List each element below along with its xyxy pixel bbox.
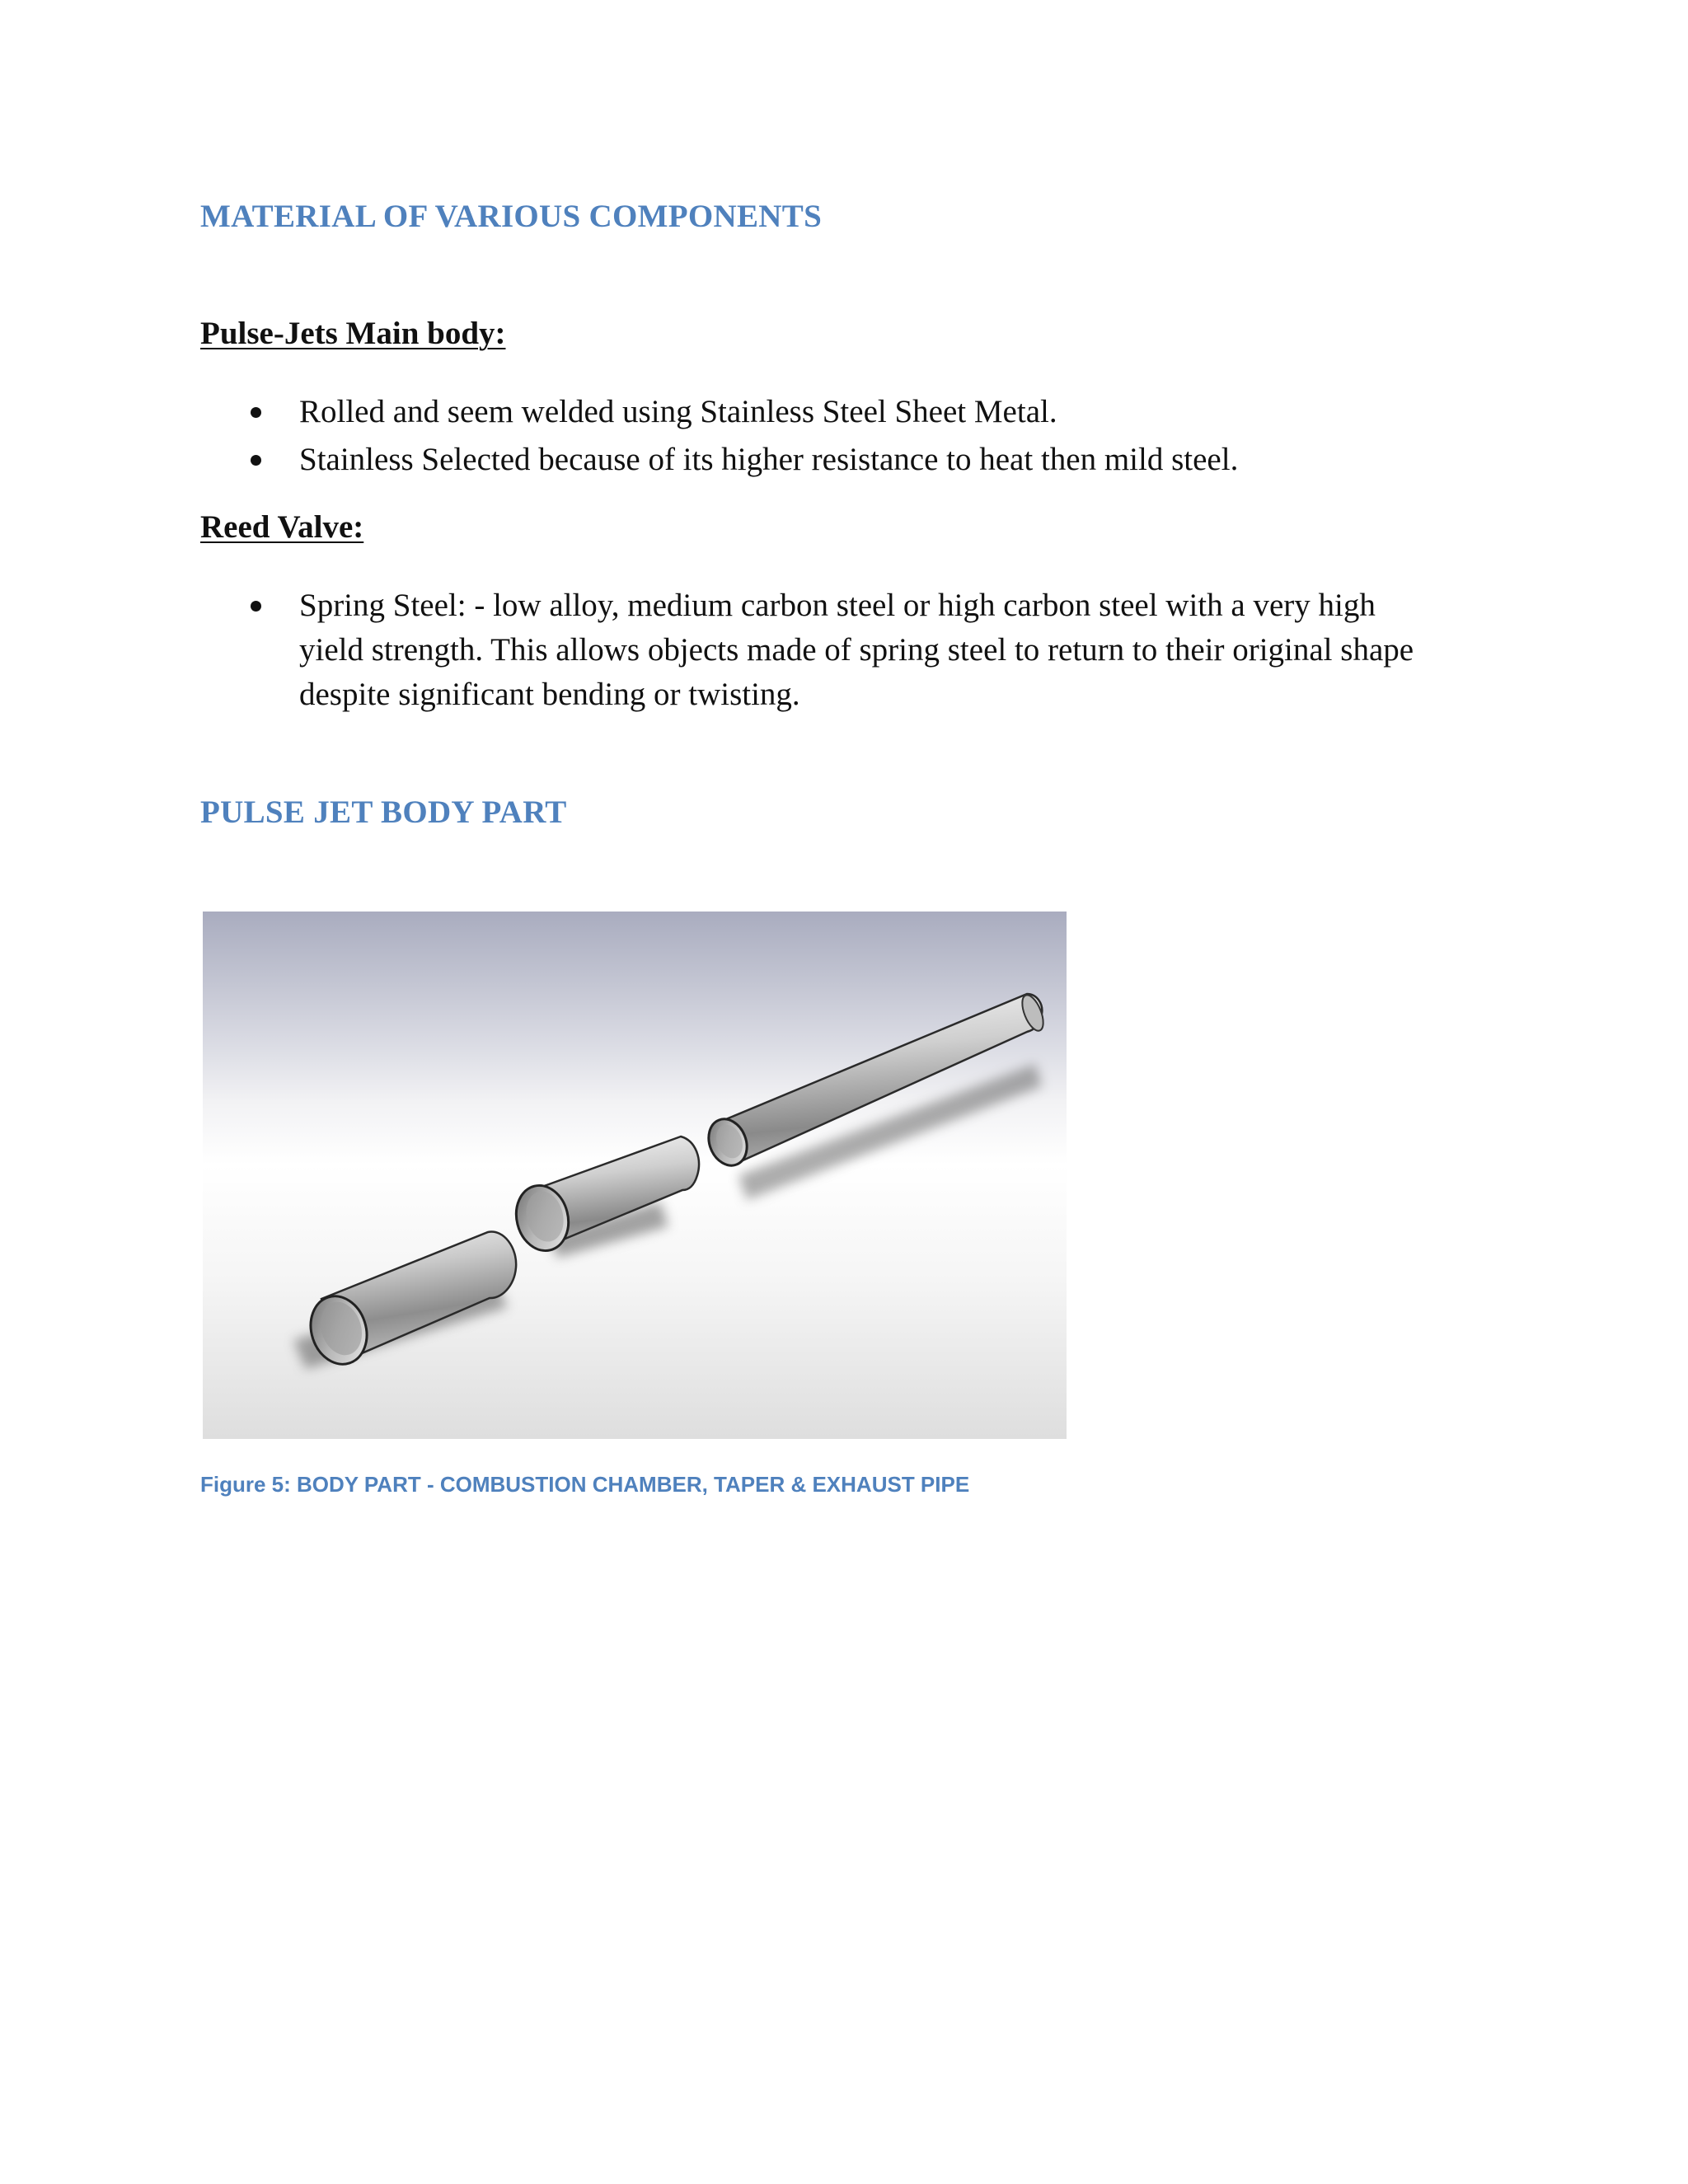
section-heading-materials: MATERIAL OF VARIOUS COMPONENTS [200,199,823,234]
pipe-parts-illustration [203,912,1067,1439]
bullet-list-reed-valve [200,583,1437,717]
bullet-icon [251,455,261,466]
subheading-reed-valve: Reed Valve: [200,509,364,545]
list-item [200,583,1437,717]
subheading-main-body: Pulse-Jets Main body: [200,316,506,351]
figure-body-part-render [203,912,1067,1439]
list-item [200,438,1437,482]
bullet-list-main-body [200,390,1437,482]
section-heading-body-part: PULSE JET BODY PART [200,794,567,830]
bullet-text: Stainless Selected because of its higher resistance to heat then mild steel. [299,442,1239,477]
bullet-icon [251,601,261,612]
bullet-text: Rolled and seem welded using Stainless Steel Sheet Metal. [299,394,1057,429]
figure-caption: Figure 5: BODY PART - COMBUSTION CHAMBER, TAPER & EXHAUST PIPE [200,1472,970,1497]
bullet-icon [251,407,261,418]
list-item [200,390,1437,434]
bullet-text: Spring Steel: - low alloy, medium carbon steel or high carbon steel with a very high yield strength. This allows objects made of spring steel to return to their original shape despite significant bending or twisting. [299,588,1414,712]
